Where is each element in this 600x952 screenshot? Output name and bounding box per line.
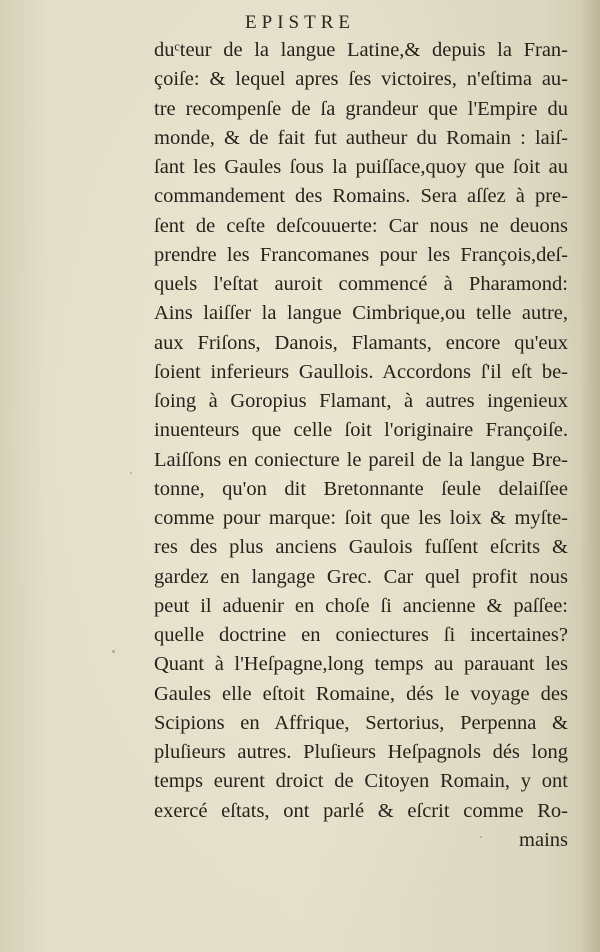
text-line: ſant les Gaules ſous la puiſſace,quoy que ſoit au <box>154 156 568 178</box>
text-line: duᶜteur de la langue Latine,& depuis la Fran- <box>154 39 568 61</box>
paper-speck <box>112 650 115 653</box>
text-line: comme pour marque: ſoit que les loix & myſte- <box>154 507 568 529</box>
text-line: exercé eſtats, ont parlé & eſcrit comme Ro- <box>154 799 568 822</box>
spine-shadow <box>580 0 600 952</box>
paper-speck <box>480 836 482 838</box>
text-line: ſent de ceſte deſcouuerte: Car nous ne deuons <box>154 214 568 237</box>
text-line: res des plus anciens Gaulois fuſſent eſcrits & <box>154 536 568 559</box>
text-line: Gaules elle eſtoit Romaine, dés le voyage des <box>154 682 568 705</box>
text-line: aux Friſons, Danois, Flamants, encore qu'eux <box>154 331 568 354</box>
text-line: gardez en langage Grec. Car quel profit nous <box>154 565 568 588</box>
text-line: ſoing à Goropius Flamant, à autres ingenieux <box>154 390 568 412</box>
paper-speck <box>130 472 132 474</box>
text-line: ſoient inferieurs Gaullois. Accordons ſ'il eſt be- <box>154 360 568 383</box>
text-line: pluſieurs autres. Pluſieurs Heſpagnols dés long <box>154 741 568 763</box>
text-line: quels l'eſtat auroit commencé à Pharamond: <box>154 273 568 295</box>
catchword: mains <box>519 828 568 851</box>
text-line: inuenteurs que celle ſoit l'originaire Françoiſe. <box>154 419 568 442</box>
text-line: tonne, qu'on dit Bretonnante ſeule delaiſſee <box>154 477 568 500</box>
text-block <box>154 36 568 855</box>
text-line: Ains laiſſer la langue Cimbrique,ou telle autre, <box>154 302 568 325</box>
text-line: commandement des Romains. Sera aſſez à pre- <box>154 185 568 208</box>
text-line: temps eurent droict de Citoyen Romain, y ont <box>154 770 568 793</box>
text-line: Scipions en Affrique, Sertorius, Perpenna & <box>154 711 568 734</box>
text-line: monde, & de fait fut autheur du Romain : laiſ- <box>154 126 568 149</box>
text-line: Quant à l'Heſpagne,long temps au parauant les <box>154 653 568 676</box>
text-line: prendre les Francomanes pour les François,deſ- <box>154 243 568 266</box>
text-line: tre recompenſe de ſa grandeur que l'Empire du <box>154 97 568 120</box>
text-line: peut il aduenir en choſe ſi ancienne & paſſee: <box>154 594 568 617</box>
text-line: quelle doctrine en coniectures ſi incertaines? <box>154 624 568 646</box>
text-line: çoiſe: & lequel apres ſes victoires, n'eſtima au- <box>154 68 568 91</box>
text-line: Laiſſons en coniecture le pareil de la langue Bre- <box>154 448 568 471</box>
running-head: EPISTRE <box>245 12 355 33</box>
